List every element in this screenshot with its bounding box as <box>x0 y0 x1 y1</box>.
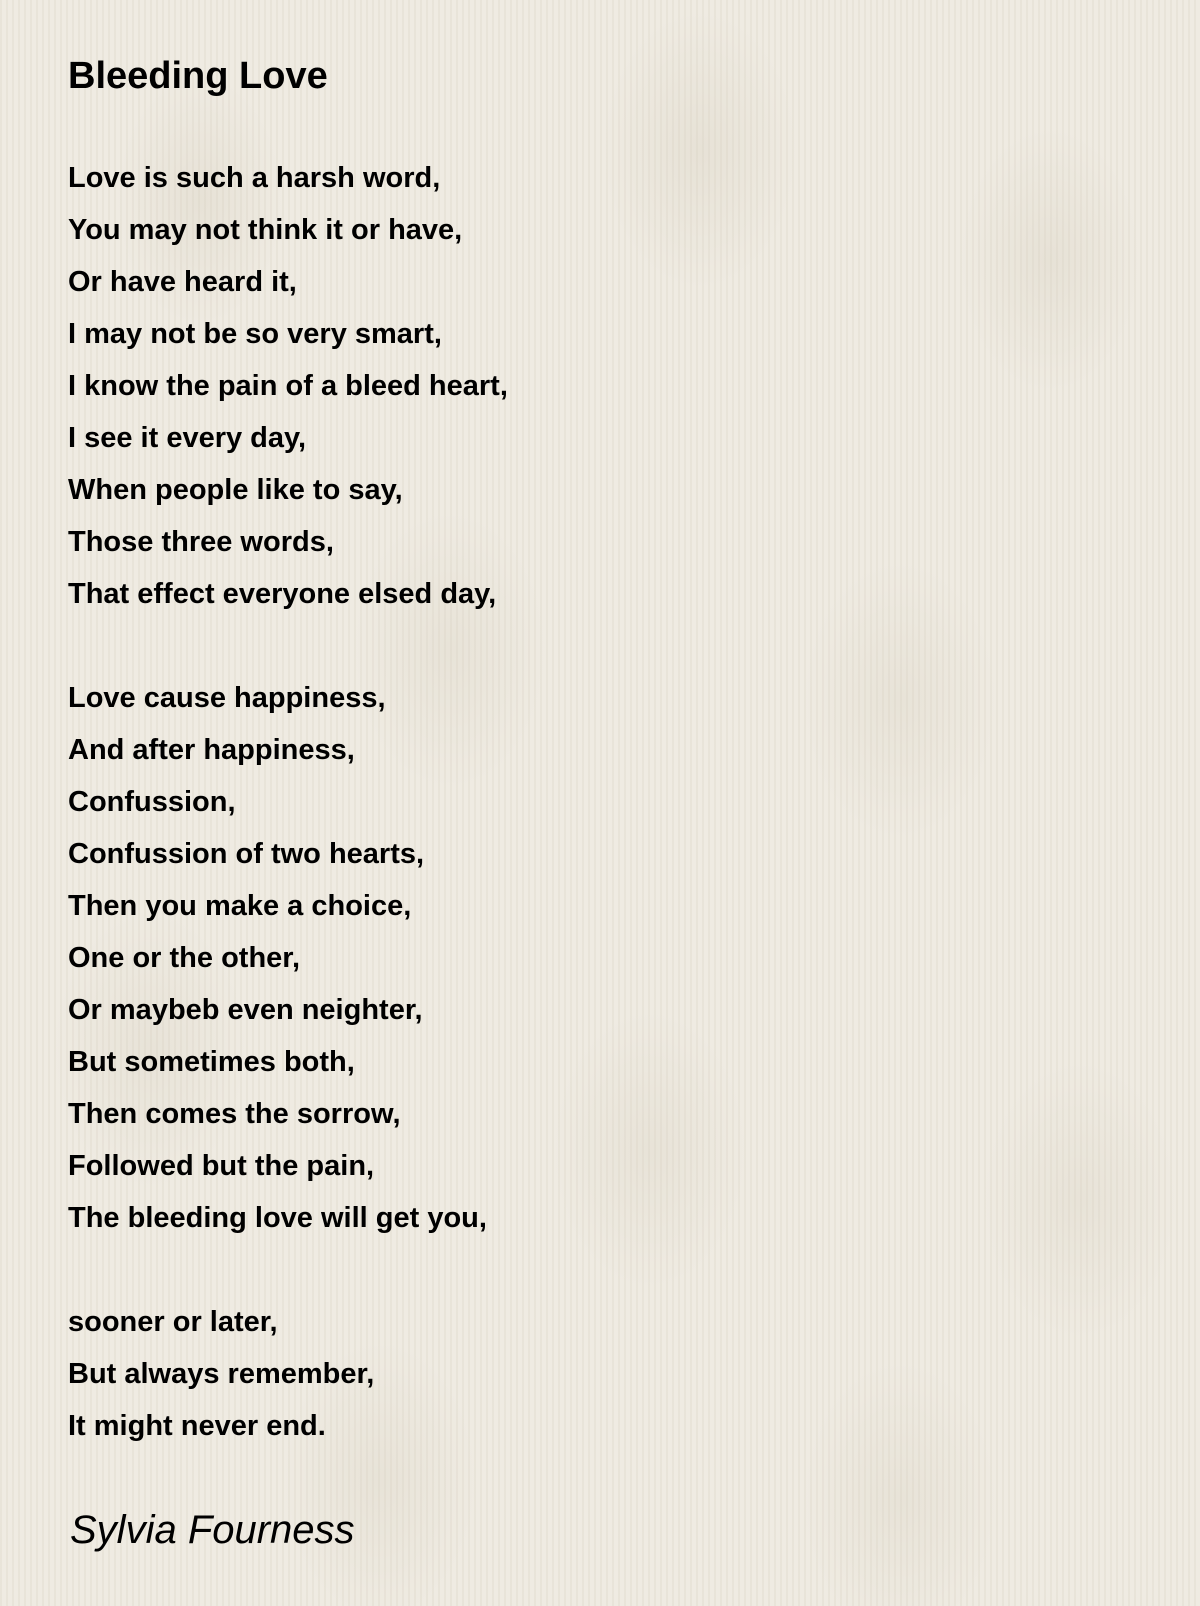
stanza-3 <box>68 1296 1128 1452</box>
poem-line: When people like to say, <box>68 474 403 506</box>
stanza-break <box>68 620 1128 672</box>
poem-line: Or maybeb even neighter, <box>68 994 423 1026</box>
poem-line: Love cause happiness, <box>68 682 386 714</box>
poem-line: Followed but the pain, <box>68 1150 375 1182</box>
poem-line: Those three words, <box>68 526 334 558</box>
poem-author: Sylvia Fourness <box>70 1508 355 1552</box>
poem-line: You may not think it or have, <box>68 214 463 246</box>
poem-line: One or the other, <box>68 942 301 974</box>
stanza-break <box>68 1244 1128 1296</box>
poem-line: sooner or later, <box>68 1306 278 1338</box>
poem-line: The bleeding love will get you, <box>68 1202 487 1234</box>
poem-line: Or have heard it, <box>68 266 297 298</box>
poem-line: It might never end. <box>68 1410 326 1442</box>
poem-line: Confussion of two hearts, <box>68 838 425 870</box>
poem-line: And after happiness, <box>68 734 355 766</box>
poem-body <box>68 152 1128 1452</box>
poem-line: But sometimes both, <box>68 1046 355 1078</box>
poem-line: I see it every day, <box>68 422 307 454</box>
poem-title: Bleeding Love <box>68 55 328 97</box>
poem-line: I may not be so very smart, <box>68 318 442 350</box>
poem-line: Love is such a harsh word, <box>68 162 441 194</box>
poem-line: Then you make a choice, <box>68 890 412 922</box>
poem-line: That effect everyone elsed day, <box>68 578 497 610</box>
poem-line: But always remember, <box>68 1358 375 1390</box>
poem-container <box>68 52 1128 1452</box>
poem-line: Then comes the sorrow, <box>68 1098 401 1130</box>
stanza-2 <box>68 672 1128 1244</box>
stanza-1 <box>68 152 1128 620</box>
poem-line: Confussion, <box>68 786 236 818</box>
poem-line: I know the pain of a bleed heart, <box>68 370 508 402</box>
